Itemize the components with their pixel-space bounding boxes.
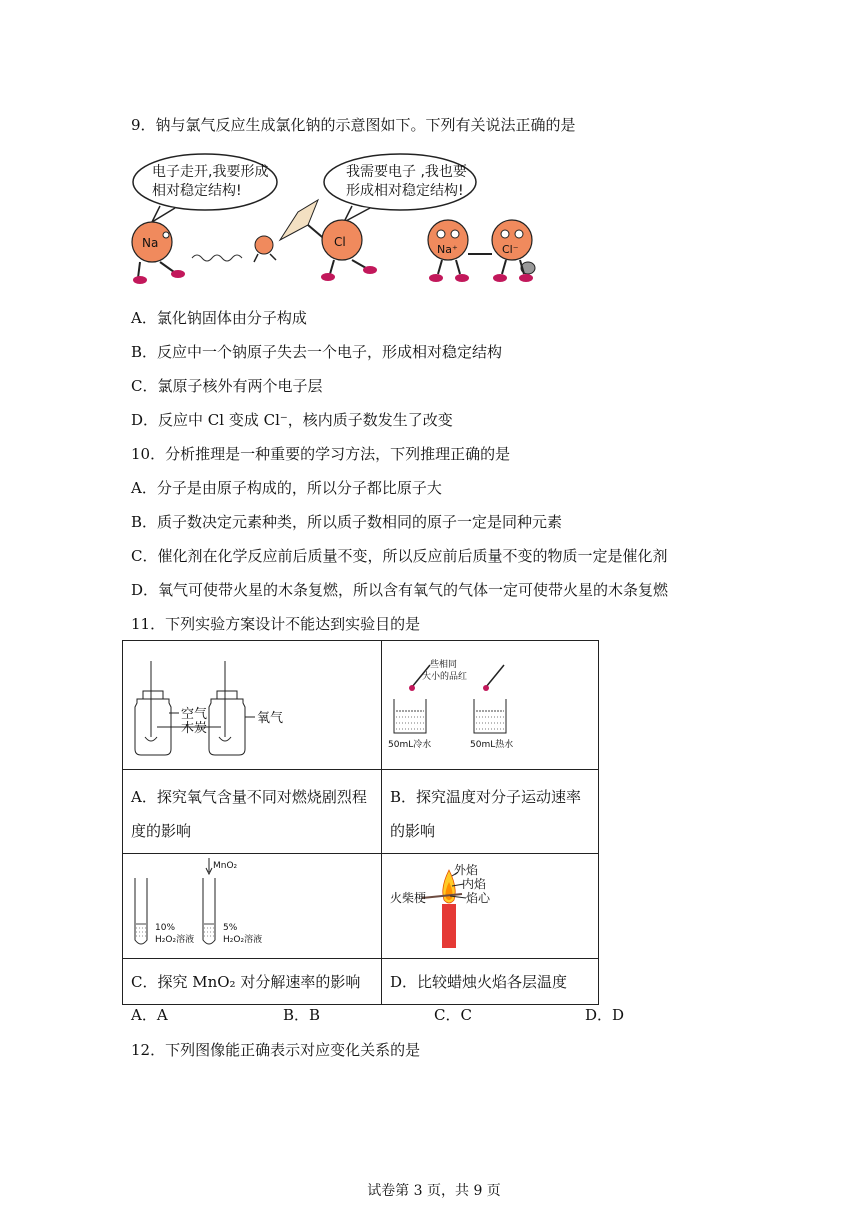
caption-a-line2: 度的影响 <box>131 822 192 840</box>
label-outer-flame: 外焰 <box>454 863 479 877</box>
cell-d-figure <box>382 854 599 959</box>
q10-stem: 10．分析推理是一种重要的学习方法，下列推理正确的是 <box>131 445 511 463</box>
cell-b-figure <box>382 641 599 770</box>
label-c-left1: 10% <box>155 923 176 933</box>
cl-ion-label: Cl⁻ <box>502 243 519 256</box>
label-charcoal: 木炭 <box>181 721 208 736</box>
bubble-left-line1: 电子走开,我要形成 <box>152 164 269 180</box>
cl-atom-character <box>321 220 377 281</box>
cell-d-caption <box>382 959 599 1005</box>
q9-option-c: C．氯原子核外有两个电子层 <box>131 377 323 395</box>
label-b-top: 些相同 <box>430 660 458 670</box>
caption-b-line2: 的影响 <box>390 822 436 840</box>
q10-option-a: A．分子是由原子构成的，所以分子都比原子大 <box>131 479 442 497</box>
cell-a-caption <box>123 770 382 854</box>
caption-c: C．探究 MnO₂ 对分解速率的影响 <box>131 973 361 991</box>
label-mno2: MnO₂ <box>213 861 238 871</box>
cell-c-caption <box>123 959 382 1005</box>
q10-option-d: D．氧气可使带火星的木条复燃，所以含有氧气的气体一定可使带火星的木条复燃 <box>131 581 669 599</box>
q9-option-b: B．反应中一个钠原子失去一个电子，形成相对稳定结构 <box>131 343 503 361</box>
page-footer: 试卷第 3 页，共 9 页 <box>367 1183 501 1199</box>
answer-b: B．B <box>283 1006 321 1024</box>
answer-c: C．C <box>434 1006 472 1024</box>
speech-bubble-left <box>133 154 277 210</box>
cl-label: Cl <box>334 235 346 249</box>
bubble-left-line2: 相对稳定结构! <box>152 183 242 199</box>
label-inner-flame: 内焰 <box>462 877 487 891</box>
cl-ion-character <box>492 220 535 282</box>
caption-a-line1: A．探究氧气含量不同对燃烧剧烈程 <box>131 788 367 806</box>
label-b-top2: 大小的品红 <box>422 672 468 682</box>
label-cold-water: 50mL冷水 <box>388 740 432 750</box>
q9-option-a: A．氯化钠固体由分子构成 <box>131 309 307 327</box>
label-oxygen: 氧气 <box>257 711 284 726</box>
speech-bubble-right <box>324 154 476 210</box>
answer-d: D．D <box>585 1006 625 1024</box>
label-air: 空气 <box>181 707 208 722</box>
caption-d: D．比较蜡烛火焰各层温度 <box>390 973 568 991</box>
label-c-left2: H₂O₂溶液 <box>155 935 195 945</box>
label-flame-core: 焰心 <box>466 891 491 905</box>
label-matchstick: 火柴梗 <box>390 891 427 905</box>
label-c-right2: H₂O₂溶液 <box>223 935 263 945</box>
q12-stem: 12．下列图像能正确表示对应变化关系的是 <box>131 1041 421 1059</box>
cell-a-figure <box>123 641 382 770</box>
cell-c-figure <box>123 854 382 959</box>
bubble-right-line1: 我需要电子 ,我也要 <box>346 164 467 180</box>
label-c-right1: 5% <box>223 923 238 933</box>
electron-character <box>254 236 276 262</box>
caption-b-line1: B．探究温度对分子运动速率 <box>390 788 582 806</box>
na-label: Na <box>142 236 159 250</box>
cell-b-caption <box>382 770 599 854</box>
na-atom-character <box>132 222 185 284</box>
q9-illustration <box>130 150 550 295</box>
experiment-table <box>122 640 599 1005</box>
na-ion-label: Na⁺ <box>437 243 458 256</box>
q9-option-d: D．反应中 Cl 变成 Cl⁻，核内质子数发生了改变 <box>131 411 453 429</box>
q9-stem: 9．钠与氯气反应生成氯化钠的示意图如下。下列有关说法正确的是 <box>131 116 576 134</box>
na-ion-character <box>428 220 469 282</box>
label-hot-water: 50mL热水 <box>470 740 514 750</box>
bubble-right-line2: 形成相对稳定结构! <box>346 183 464 199</box>
answer-a: A．A <box>131 1006 168 1024</box>
q11-stem: 11．下列实验方案设计不能达到实验目的是 <box>131 615 421 633</box>
q10-option-c: C．催化剂在化学反应前后质量不变，所以反应前后质量不变的物质一定是催化剂 <box>131 547 668 565</box>
q10-option-b: B．质子数决定元素种类，所以质子数相同的原子一定是同种元素 <box>131 513 563 531</box>
